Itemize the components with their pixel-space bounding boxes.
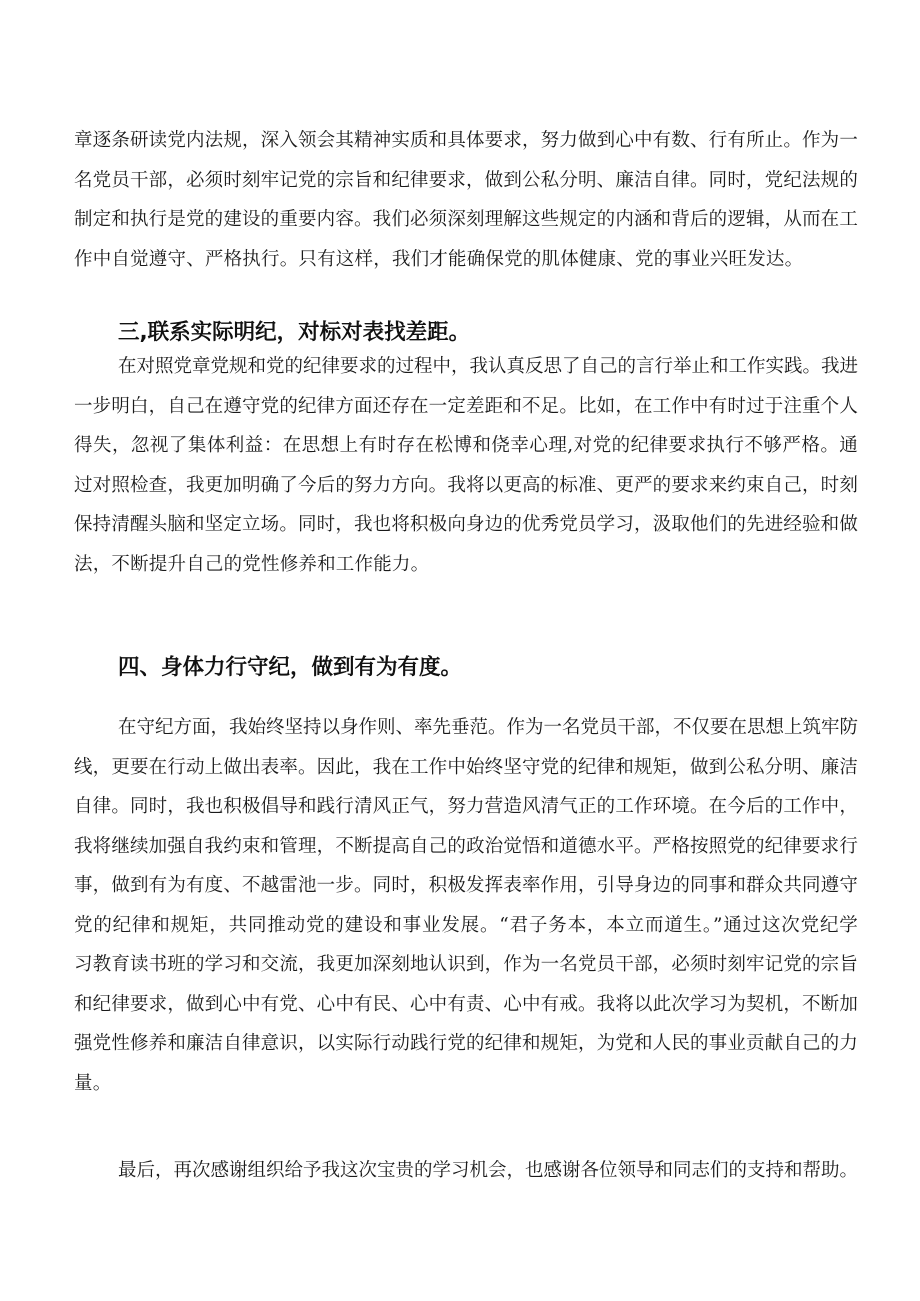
section-heading-4: 四、身体力行守纪，做到有为有度。 <box>118 655 463 680</box>
paragraph-line: 习教育读书班的学习和交流，我更加深刻地认识到，作为一名党员干部，必须时刻牢记党的宗旨 <box>74 954 858 975</box>
paragraph-line: 作中自觉遵守、严格执行。只有这样，我们才能确保党的肌体健康、党的事业兴旺发达。 <box>74 248 804 270</box>
paragraph-1 <box>74 121 858 279</box>
paragraph-line: 法，不断提升自己的党性修养和工作能力。 <box>74 553 430 575</box>
paragraph-line: 党的纪律和规矩，共同推动党的建设和事业发展。“君子务本，本立而道生。”通过这次党纪学 <box>74 914 859 936</box>
section-heading-3: 三,联系实际明纪，对标对表找差距。 <box>118 320 471 345</box>
paragraph-line: 制定和执行是党的建设的重要内容。我们必须深刻理解这些规定的内涵和背后的逻辑，从而在工 <box>74 209 858 230</box>
paragraph-4 <box>74 1151 858 1191</box>
paragraph-line: 线，更要在行动上做出表率。因此，我在工作中始终坚守党的纪律和规矩，做到公私分明、廉洁 <box>74 756 858 778</box>
paragraph-line: 名党员干部，必须时刻牢记党的宗旨和纪律要求，做到公私分明、廉洁自律。同时，党纪法规的 <box>74 169 858 191</box>
paragraph-line: 保持清醒头脑和坚定立场。同时，我也将积极向身边的优秀党员学习，汲取他们的先进经验和做 <box>74 514 858 535</box>
paragraph-line: 强党性修养和廉洁自律意识，以实际行动践行党的纪律和规矩，为党和人民的事业贡献自己的力 <box>74 1033 858 1054</box>
paragraph-line: 过对照检查，我更加明确了今后的努力方向。我将以更高的标准、更严的要求来约束自己，时刻 <box>74 474 858 496</box>
paragraph-line: 我将继续加强自我约束和管理，不断提高自己的政治觉悟和道德水平。严格按照党的纪律要求行 <box>74 835 858 857</box>
paragraph-line: 量。 <box>74 1072 112 1094</box>
paragraph-line: 在守纪方面，我始终坚持以身作则、率先垂范。作为一名党员干部，不仅要在思想上筑牢防 <box>118 717 858 738</box>
paragraph-line: 自律。同时，我也积极倡导和践行清风正气，努力营造风清气正的工作环境。在今后的工作中， <box>74 796 858 817</box>
paragraph-3 <box>74 708 858 1103</box>
paragraph-line: 最后，再次感谢组织给予我这次宝贵的学习机会，也感谢各位领导和同志们的支持和帮助。 <box>118 1160 858 1181</box>
paragraph-line: 在对照党章党规和党的纪律要求的过程中，我认真反思了自己的言行举止和工作实践。我进 <box>118 356 858 377</box>
paragraph-line: 得失，忽视了集体利益：在思想上有时存在松博和侥幸心理,对党的纪律要求执行不够严格。通 <box>74 435 859 456</box>
paragraph-2 <box>74 347 858 584</box>
paragraph-line: 事，做到有为有度、不越雷池一步。同时，积极发挥表率作用，引导身边的同事和群众共同遵守 <box>74 875 858 896</box>
paragraph-line: 章逐条研读党内法规，深入领会其精神实质和具体要求，努力做到心中有数、行有所止。作为一 <box>74 130 858 151</box>
paragraph-line: 一步明白，自己在遵守党的纪律方面还存在一定差距和不足。比如，在工作中有时过于注重个人 <box>74 395 858 417</box>
paragraph-line: 和纪律要求，做到心中有党、心中有民、心中有责、心中有戒。我将以此次学习为契机，不断加 <box>74 993 858 1015</box>
